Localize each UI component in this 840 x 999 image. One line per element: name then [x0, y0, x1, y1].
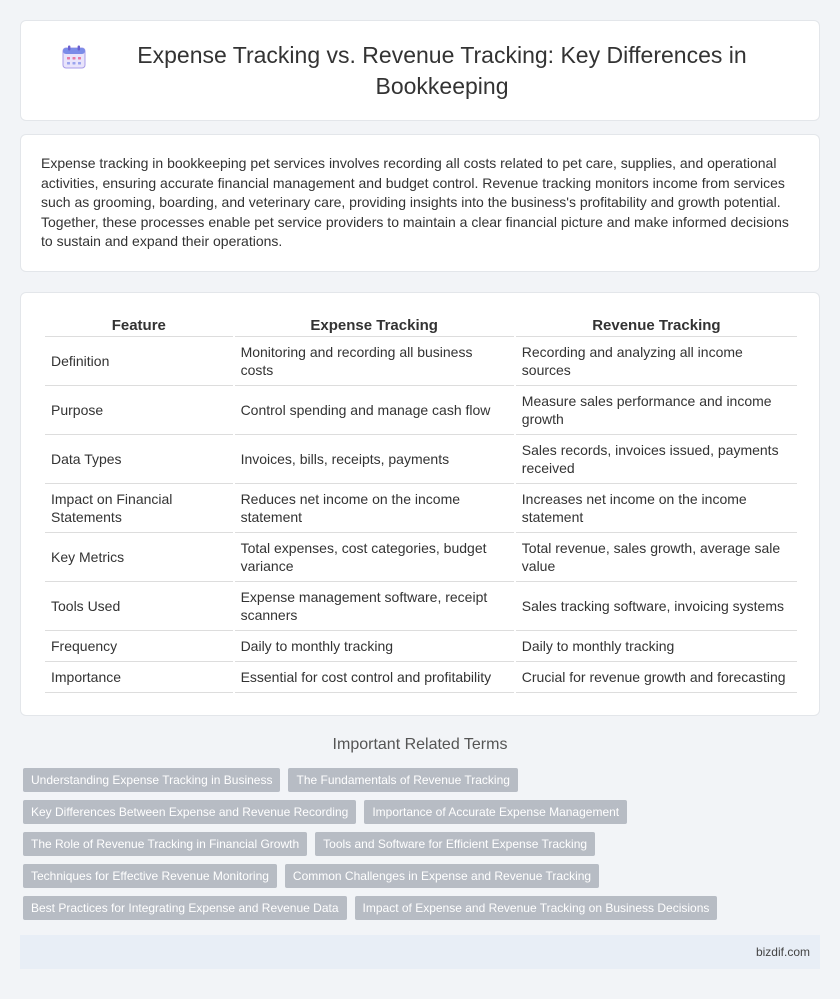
header-feature: Feature	[45, 313, 233, 337]
table-cell-revenue: Increases net income on the income statement	[516, 484, 797, 533]
table-cell-expense: Reduces net income on the income statement	[235, 484, 514, 533]
related-term-tag[interactable]: Techniques for Effective Revenue Monitoring	[23, 864, 277, 888]
footer-site-link[interactable]: bizdif.com	[755, 945, 810, 959]
table-row	[45, 484, 797, 533]
table-cell-feature: Tools Used	[45, 582, 233, 631]
header-revenue: Revenue Tracking	[516, 313, 797, 337]
page-title: Expense Tracking vs. Revenue Tracking: Key Differences in Bookkeeping	[137, 41, 747, 99]
table-row	[45, 582, 797, 631]
table-cell-feature: Importance	[45, 662, 233, 693]
table-row	[45, 337, 797, 386]
header	[61, 40, 779, 102]
table-cell-revenue: Total revenue, sales growth, average sale value	[516, 533, 797, 582]
table-cell-expense: Expense management software, receipt scanners	[235, 582, 514, 631]
comparison-table-card	[20, 292, 820, 716]
header-expense: Expense Tracking	[235, 313, 514, 337]
related-term-tag[interactable]: The Role of Revenue Tracking in Financial Growth	[23, 832, 307, 856]
related-term-tag[interactable]: Common Challenges in Expense and Revenue Tracking	[285, 864, 599, 888]
table-cell-revenue: Sales records, invoices issued, payments received	[516, 435, 797, 484]
related-term-tag[interactable]: Best Practices for Integrating Expense and Revenue Data	[23, 896, 347, 920]
intro-card	[20, 134, 820, 272]
table-cell-feature: Impact on Financial Statements	[45, 484, 233, 533]
table-cell-feature: Frequency	[45, 631, 233, 662]
table-cell-revenue: Daily to monthly tracking	[516, 631, 797, 662]
related-term-tag[interactable]: Tools and Software for Efficient Expense Tracking	[315, 832, 595, 856]
table-cell-feature: Data Types	[45, 435, 233, 484]
related-terms-title: Important Related Terms	[332, 736, 508, 753]
table-cell-revenue: Sales tracking software, invoicing systems	[516, 582, 797, 631]
related-term-tag[interactable]: Key Differences Between Expense and Revenue Recording	[23, 800, 356, 824]
table-row	[45, 533, 797, 582]
table-cell-expense: Invoices, bills, receipts, payments	[235, 435, 514, 484]
table-header-row	[45, 313, 797, 337]
table-cell-expense: Control spending and manage cash flow	[235, 386, 514, 435]
related-terms-list	[23, 768, 823, 920]
table-cell-revenue: Crucial for revenue growth and forecasting	[516, 662, 797, 693]
table-row	[45, 662, 797, 693]
table-row	[45, 386, 797, 435]
table-cell-revenue: Recording and analyzing all income sources	[516, 337, 797, 386]
table-cell-feature: Key Metrics	[45, 533, 233, 582]
table-cell-expense: Total expenses, cost categories, budget variance	[235, 533, 514, 582]
table-cell-expense: Monitoring and recording all business costs	[235, 337, 514, 386]
related-term-tag[interactable]: Understanding Expense Tracking in Business	[23, 768, 280, 792]
related-term-tag[interactable]: The Fundamentals of Revenue Tracking	[288, 768, 517, 792]
footer	[20, 935, 820, 969]
calendar-icon	[61, 44, 87, 70]
table-cell-expense: Essential for cost control and profitability	[235, 662, 514, 693]
table-row	[45, 631, 797, 662]
table-cell-feature: Definition	[45, 337, 233, 386]
table-cell-expense: Daily to monthly tracking	[235, 631, 514, 662]
intro-text: Expense tracking in bookkeeping pet services involves recording all costs related to pet care, supplies, and operational activities, ensuring accurate financial management and budget control. Revenue tracking monitors income from services such as grooming, boarding, and veterinary care, providing insights into the business's profitability and growth potential. Together, these processes enable pet service providers to maintain a clear financial picture and make informed decisions to sustain and expand their operations.	[41, 155, 789, 250]
table-cell-feature: Purpose	[45, 386, 233, 435]
table-cell-revenue: Measure sales performance and income growth	[516, 386, 797, 435]
header-card	[20, 20, 820, 121]
comparison-table	[43, 313, 799, 693]
related-term-tag[interactable]: Importance of Accurate Expense Management	[364, 800, 627, 824]
table-row	[45, 435, 797, 484]
related-term-tag[interactable]: Impact of Expense and Revenue Tracking on Business Decisions	[355, 896, 718, 920]
